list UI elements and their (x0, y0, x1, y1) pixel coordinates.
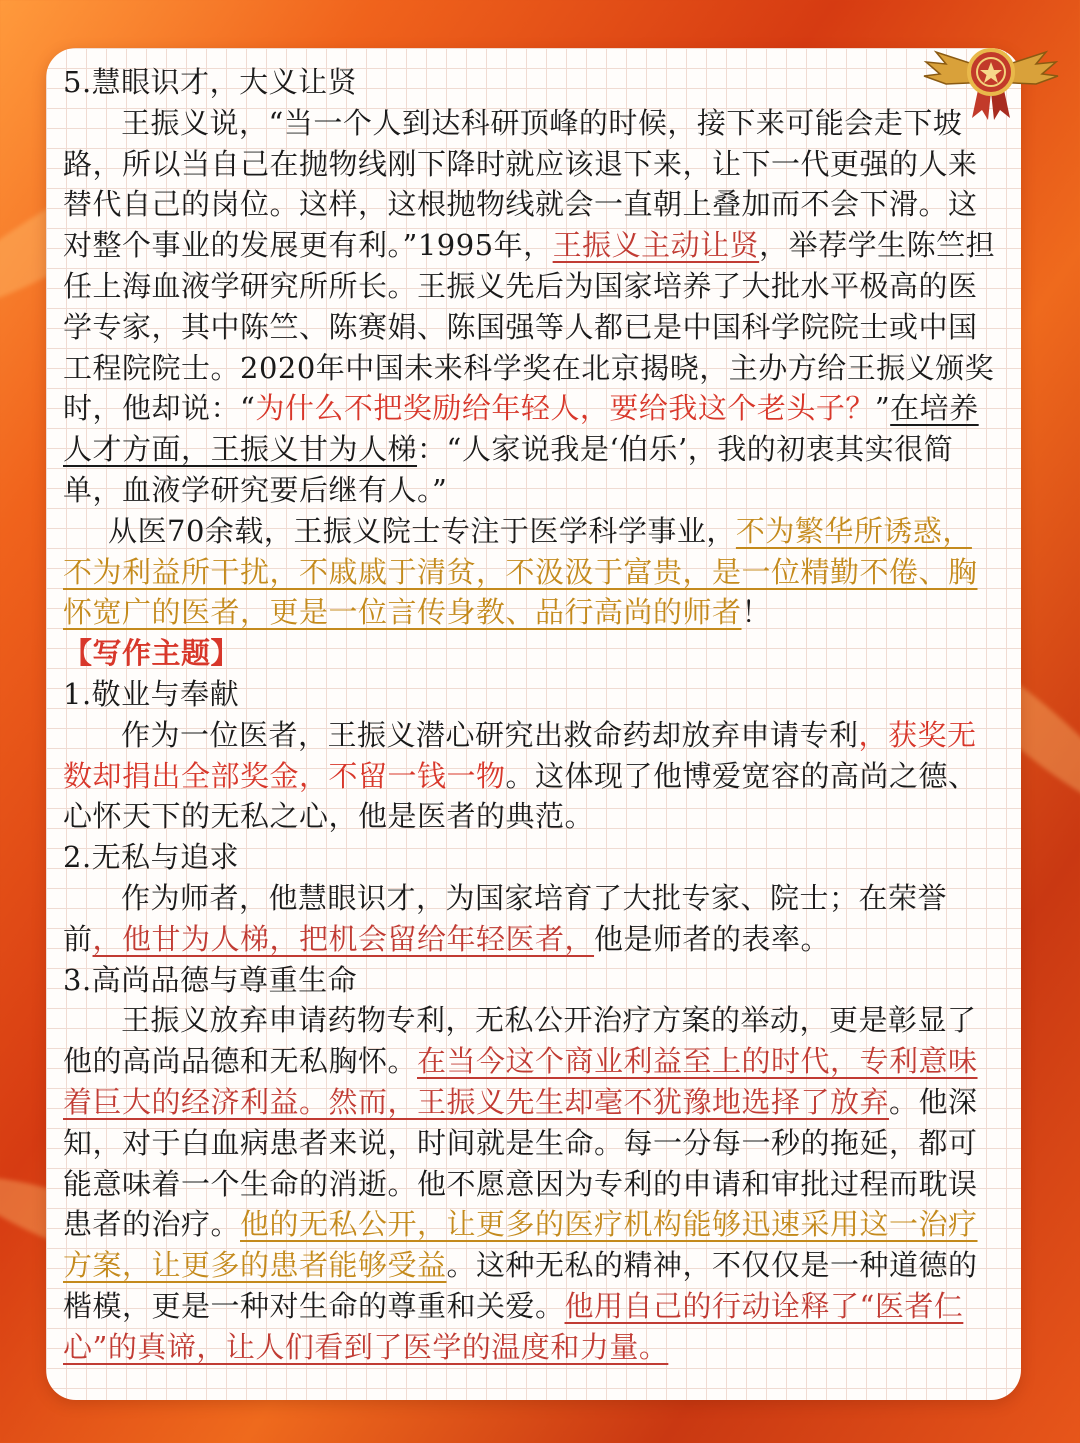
section-5-paragraph-2 (63, 511, 1001, 633)
writing-theme-title: 【写作主题】 (63, 636, 241, 671)
highlight-underline-red: 在当今这个商业利益至上的时代，专利意味着巨大的经济利益。然而，王振义先生却毫不犹豫地选择了放弃 (63, 1044, 978, 1119)
theme-2-heading: 2.无私与追求 (63, 840, 240, 875)
highlight-underline-black: 在培养人才方面，王振义甘为人梯 (63, 391, 979, 467)
article-card (46, 48, 1021, 1400)
text-run: ：“人家说我是‘伯乐’，我的初衷其实很简单，血液学研究要后继有人。” (63, 432, 954, 507)
text-run: 作为一位医者，王振义潜心研究出救命药却放弃申请专利 (121, 717, 859, 752)
theme-2-paragraph (63, 878, 1001, 960)
highlight-underline-red: 他用自己的行动诠释了“医者仁心”的真谛，让人们看到了医学的温度和力量。 (63, 1288, 964, 1364)
highlight-underline-gold: 不为繁华所诱惑，不为利益所干扰，不戚戚于清贫，不汲汲于富贵，是一位精勤不倦、胸怀宽广的医者，更是一位言传身教、品行高尚的师者 (63, 513, 978, 630)
article-content (63, 62, 1001, 1368)
text-run: ，举荐学生陈竺担任上海血液学研究所所长。王振义先后为国家培养了大批水平极高的医学专家，其中陈竺、陈赛娟、陈国强等人都已是中国科学院院士或中国工程院院士。2020年中国未来科学奖在北京揭晓，主办方给王振义颁奖时，他却说：“ (63, 228, 996, 426)
text-run: 。这体现了他博爱宽容的高尚之德、心怀天下的无私之心，他是医者的典范。 (63, 758, 978, 834)
theme-3-heading: 3.高尚品德与尊重生命 (63, 962, 358, 997)
theme-1-paragraph (63, 715, 1001, 837)
text-run: 他是师者的表率。 (594, 921, 831, 956)
text-run: 王振义说，“当一个人到达科研顶峰的时候，接下来可能会走下坡路，所以当自己在抛物线刚下降时就应该退下来，让下一代更强的人来替代自己的岗位。这样，这根抛物线就会一直朝上叠加而不会下滑。这对整个事业的发展更有利。”1995年， (63, 105, 978, 263)
text-run: 从医70余载，王振义院士专注于医学科学事业， (108, 513, 736, 548)
text-run: 。这种无私的精神，不仅仅是一种道德的楷模，更是一种对生命的尊重和关爱。 (63, 1248, 978, 1323)
winged-star-badge-icon (916, 30, 1066, 120)
text-run: ！ (741, 595, 772, 630)
highlight-underline-gold: 他的无私公开，让更多的医疗机构能够迅速采用这一治疗方案，让更多的患者能够受益 (63, 1207, 978, 1283)
highlight-red: ，获奖无数却捐出全部奖金，不留一钱一物 (63, 717, 977, 793)
highlight-underline-red: 王振义主动让贤 (552, 228, 760, 263)
section-5-heading: 5.慧眼识才，大义让贤 (63, 65, 358, 99)
text-run: ” (874, 391, 891, 426)
theme-1-heading: 1.敬业与奉献 (63, 676, 240, 711)
theme-3-paragraph (63, 1000, 1001, 1367)
text-run: 王振义放弃申请药物专利，无私公开治疗方案的举动，更是彰显了他的高尚品德和无私胸怀。 (63, 1003, 977, 1079)
text-run: 。他深知，对于白血病患者来说，时间就是生命。每一分每一秒的拖延，都可能意味着一个生命的消逝。他不愿意因为专利的申请和审批过程而耽误患者的治疗。 (63, 1084, 978, 1242)
section-5-paragraph-1 (63, 103, 1001, 511)
highlight-red-quote: 为什么不把奖励给年轻人，要给我这个老头子？ (255, 391, 875, 426)
highlight-underline-red: ，他甘为人梯，把机会留给年轻医者， (92, 921, 595, 956)
text-run: 作为师者，他慧眼识才，为国家培育了大批专家、院士；在荣誉前 (63, 880, 948, 956)
